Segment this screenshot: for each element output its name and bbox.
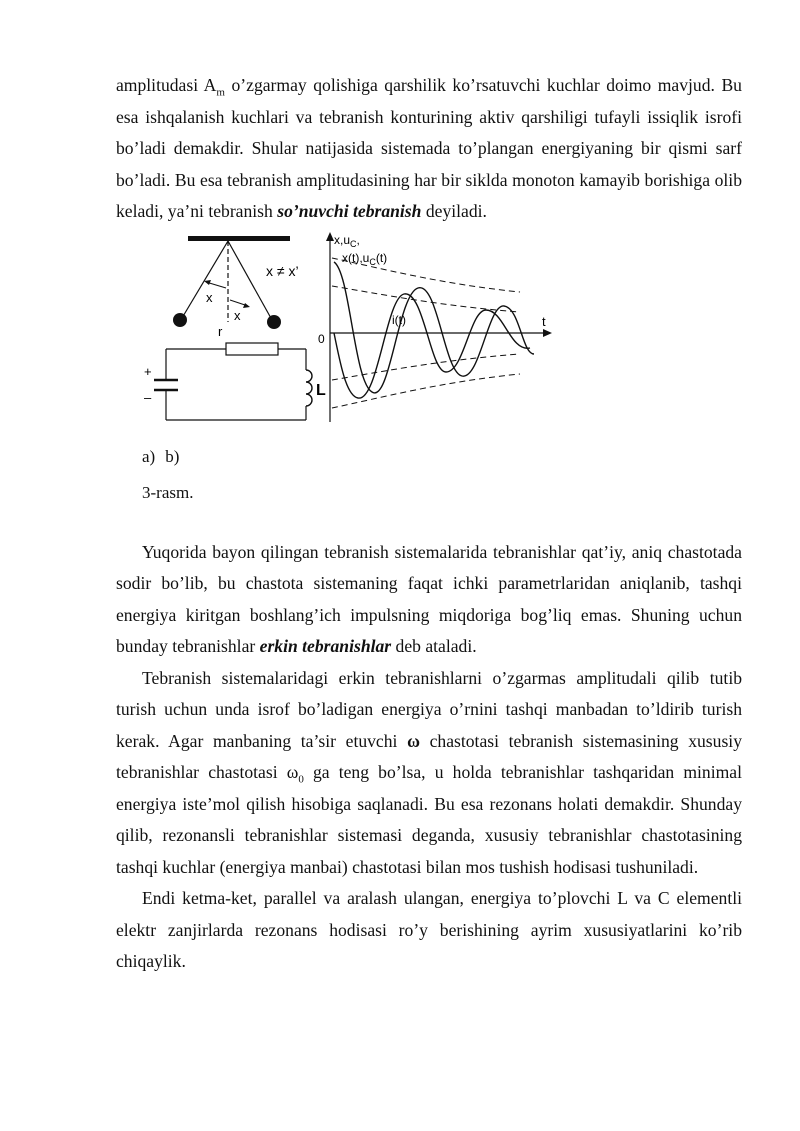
subscript-0: 0 — [298, 773, 304, 786]
lower-envelope-x — [332, 374, 520, 408]
capacitor-minus: – — [144, 389, 152, 405]
t-axis-label: t — [542, 313, 546, 329]
origin-label: 0 — [318, 331, 325, 346]
paragraph-resonance: Tebranish sistemalaridagi erkin tebranishlarni o’zgarmas amplitudali qilib tutib turish uchun unda isrof bo’ladigan energiya o’rnini tashqi manbadan to’ldirib turish kerak. Agar manbaning ta’sir etuvchi ω chastotasi tebranish sistemasining xususiy tebranishlar chastotasi $\omega_0$ ga teng bo’lsa, u holda tebranishlar tashqaridan minimal energiya iste’mol qilish hisobiga saqlanadi. Bu esa rezonans holati demakdir. Shunday qilib, rezonansli tebranishlar sistemasi deganda, xususiy tebranishlar chastotasining tashqi kuchlar (energiya manbai) chastotasi bilan mos tushish hodisasi tushuniladi. — [116, 667, 742, 877]
curve-label-i: i(t) — [392, 312, 406, 327]
inductor-label: L — [316, 381, 326, 399]
curve-label-x-uc: $x(t),u_C(t)$ — [342, 250, 388, 267]
figure-drawing — [140, 232, 560, 444]
paragraph-lc-circuits: Endi ketma-ket, parallel va aralash ulangan, energiya to’plovchi L va C elementli elektr zanjirlarda rezonans hodisasi ro’y berishining ayrim xususiyatlarini ko’rib chiqaylik. — [116, 888, 742, 971]
figure-3 — [116, 232, 742, 444]
figure-caption: 3-rasm. — [142, 482, 194, 502]
capacitor-plus: + — [144, 363, 152, 379]
pendulum-label-x: x — [206, 289, 213, 305]
label-a: a) — [142, 446, 156, 466]
subscript-m: m — [216, 86, 225, 99]
damped-oscillation-graph — [318, 232, 552, 422]
term-damped-oscillation: so’nuvchi tebranish — [277, 201, 422, 221]
term-free-oscillation: erkin tebranishlar — [259, 636, 392, 656]
upper-envelope-i — [332, 286, 520, 312]
label-b: b) — [165, 446, 180, 466]
lc-circuit-diagram — [144, 343, 326, 420]
document-page — [116, 70, 742, 978]
y-axis-label: $x,u_C$, — [334, 232, 360, 249]
resistor-symbol — [226, 343, 278, 355]
omega-symbol: ω — [407, 730, 420, 751]
paragraph-free-oscillation: Yuqorida bayon qilingan tebranish sistemalarida tebranishlar qat’iy, aniq chastotada sodir bo’lib, bu chastota sistemaning faqat ichki parametrlaridan aniqlanib, tashqi energiya kiritgan boshlang’ich impulsning miqdoriga bog’liq emas. Shuning uchun bunday tebranishlar erkin tebranishlar deb ataladi. — [116, 541, 742, 656]
pendulum-label-r: r — [218, 323, 223, 339]
inductor-symbol — [306, 370, 312, 406]
figure-part-labels — [142, 444, 742, 469]
curve-i-t — [334, 293, 530, 397]
pendulum-diagram — [173, 236, 299, 339]
inequality-label: x ≠ x’ — [266, 262, 299, 279]
curve-x-t — [334, 262, 534, 393]
paragraph-damped-oscillation: amplitudasi $A_m$ o’zgarmay qolishiga qarshilik ko’rsatuvchi kuchlar doimo mavjud. Bu esa ishqalanish kuchlari va tebranish konturining aktiv qarshiligi tufayli issiqlik isrofi bo’ladi demakdir. Shular natijasida sistemada to’plangan energiyaning bir qismi sarf bo’ladi. Bu esa tebranish amplitudasining har bir siklda monoton kamayib borishiga olib keladi, ya’ni tebranish so’nuvchi tebranish deyiladi. — [116, 75, 742, 221]
pendulum-label-x2: x — [234, 307, 241, 323]
